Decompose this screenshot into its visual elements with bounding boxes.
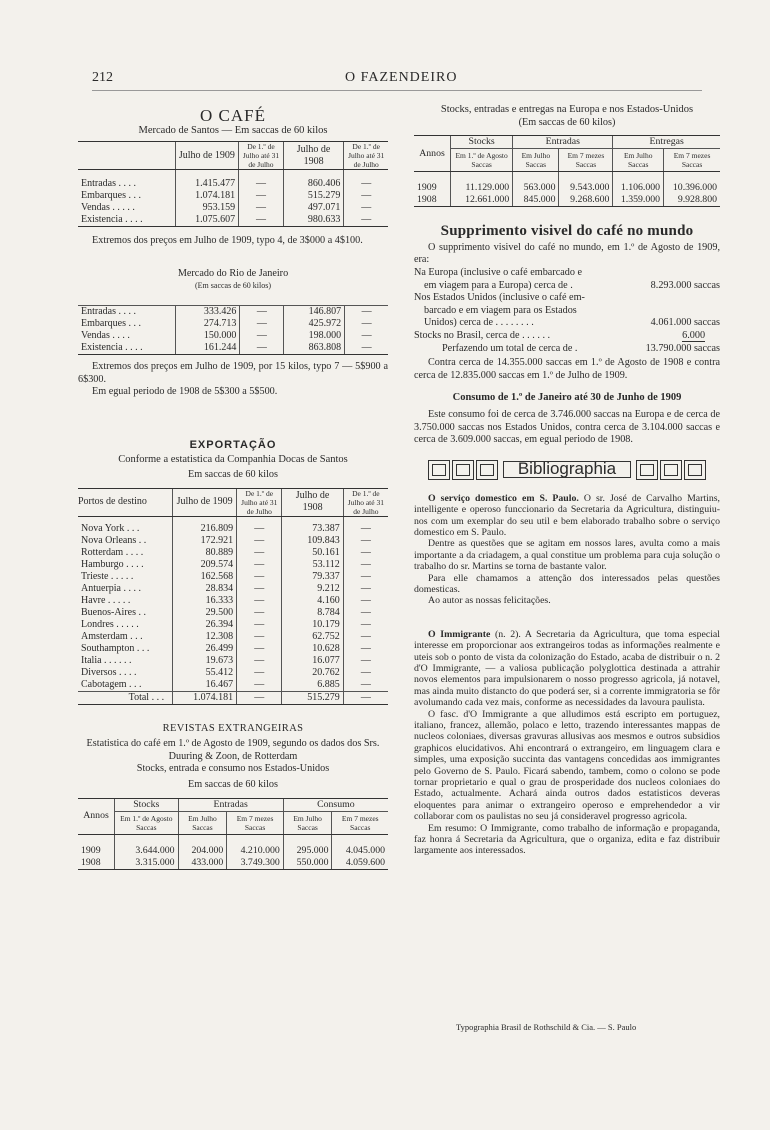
article-immigrante: O Immigrante (n. 2). A Secretaria da Agricultura, que toma especial interesse em proporcionar aos extrangeiros todas as informações realmente e uteis sob o ponto de vista da colonização do Estado, acaba de distribuir o n. 2 d'O Immigrante, — a valiosa publicação polyglottica destinada a attrahir novos elementos para impulsionarem o nosso progresso agricola, já notavel, mas ainda muito distancto do que poderá ser, si a corrente immigratoria se fôr avolumando cada vez mais, conforme as necessidades da lavoura paulista.	[414, 628, 721, 709]
supprimento-value: 8.293.000 saccas	[650, 279, 720, 291]
supprimento-value: 4.061.000 saccas	[650, 317, 720, 329]
supprimento-total: 13.790.000 saccas	[645, 342, 720, 354]
page-number: 212	[92, 70, 113, 85]
table-row: 1908 12.661.000 845.000 9.268.600 1.359.000 9.928.800	[414, 194, 720, 207]
revistas-p3: Em saccas de 60 kilos	[188, 778, 278, 790]
table-row: 1909 11.129.000 563.000 9.543.000 1.106.000 10.396.000	[414, 182, 720, 194]
left-column	[78, 104, 388, 870]
supprimento-table: Na Europa (inclusive o café embarcado e em viagem para a Europa) cerca de . 8.293.000 saccas Nos Estados Unidos (inclusive o café em- barcado e em viagem para os Estados Unidos) cerca de . . . . . . . . 4.061.000 saccas Stocks no Brasil, cerca de . . . . . . 6.000 Perfazendo um total de cerca de . 13.790.000 saccas	[414, 266, 720, 354]
ornament-icon	[476, 460, 498, 480]
stocks-europa-sub: (Em saccas de 60 kilos)	[518, 116, 616, 128]
rio-note-1: Extremos dos preços em Julho de 1909, por 15 kilos, typo 7 — 5$900 a 6$300.	[78, 360, 388, 385]
supprimento-tail: Contra cerca de 14.355.000 saccas em 1.º de Agosto de 1908 e contra cerca de 12.835.000 saccas em 1.º de Julho de 1909.	[414, 357, 720, 381]
supprimento-title: Supprimento visivel do café no mundo	[440, 223, 694, 240]
ornament-icon	[452, 460, 474, 480]
bibliographia-banner	[414, 457, 720, 483]
table-row: 1909 3.644.000 204.000 4.210.000 295.000 4.045.000	[78, 845, 388, 857]
table-row: Entradas . . . . 333.426 — 146.807 —	[78, 305, 388, 318]
santos-note: Extremos dos preços em Julho de 1909, typo 4, de 3$000 a 4$100.	[92, 235, 363, 247]
consumo-title: Consumo de 1.º de Janeiro até 30 de Junho de 1909	[452, 392, 682, 404]
table-row: Nova Orleans . . 172.921 — 109.843 —	[78, 535, 388, 547]
table-row: Buenos-Aires . . 29.500 — 8.784 —	[78, 607, 388, 619]
right-column: Stocks, entradas e entregas na Europa e nos Estados-Unidos (Em saccas de 60 kilos) Annos Stocks Entradas Entregas Em 1.º de Agosto Saccas Em Julho Saccas Em 7 mezes Saccas Em Julho Saccas Em 7 mezes Saccas 1909 11.129.000 563.000 9.543.000 1.106.000 10.396.000 1908 12.661.000 845.000 9.268.600 1.359.000 9.928.800 Supprimento visivel do café no mundo O supprimento visivel do café no mundo, em 1.º de Agosto de 1909, era: Na Europa (inclusive o café embarcado e em viagem para a Europa) cerca de . 8.293.000 saccas Nos Estados Unidos (inclusive o café em- barcado e em viagem para os Estados Unidos) cerca de . . . . . . . . 4.061.000 saccas Stocks no Brasil, cerca de . . . . . . 6.000 Perfazendo um total de cerca de . 13.790.000 saccas Contra cerca de 14.355.000 saccas em 1.º de Agosto de 1908 e contra cerca de 12.835.000 saccas em 1.º de Julho de 1909. Consumo de 1.º de Janeiro até 30 de Junho de 1909 Este consumo foi de cerca de 3.746.000 saccas na Europa e de cerca de 3.750.000 saccas nos Estados Unidos, contra cerca de 3.104.000 saccas e cerca de 3.609.000 saccas, em egual periodo de 1908. Bibliographia O serviço domestico em S. Paulo. O sr. José de Carvalho Martins, intelligente e operoso funccionario da Secretaria da Agricultura, distinguiu-nos com um exemplar do seu util e bem elaborado trabalho sobre o serviço domestico em S. Paulo. Dentre as questões que se agitam em nossos lares, avulta como a mais importante a da criadagem, a qual constitue um problema para cuja solução o trabalho do sr. Martins se torna de bastante valor. Para elle chamamos a attenção dos interessados pelas questões domesticas. Ao autor as nossas felicitações. O Immigrante (n. 2). A Secretaria da Agricultura, que toma especial interesse em proporcionar aos extrangeiros todas as informações realmente e uteis sob o ponto de vista da colonização do Estado, acaba de distribuir o n. 2 d'O Immigrante, — a valiosa publicação polyglottica destinada a attrahir novos elementos para impulsionarem o nosso progresso agricola, já notavel, mas ainda muito distancto do que poderá ser, si a corrente immigratoria se fôr avolumando cada vez mais, conforme as necessidades da lavoura paulista. O fasc. d'O Immigrante a que alludimos está escripto em portuguez, italiano, francez, allemão, polaco e letto, trazendo interessantes mappas de nucleos coloniaes, diversas gravuras allusivas aos mesmos e outros subsidios graphicos elucidativos. Ahi encontrará o extrangeiro, em linguagem clara e simples, uma exposição succinta das vantagens concedidas aos immigrantes pelo Governo de S. Paulo. Ficará sabendo, tambem, como o colono se pode tornar proprietario e qual o grau de prosperidade dos nucleos coloniaes do Estado, actualmente. Achará ainda outros dados estatisticos deveras eloquentes para animar o extrangeiro operoso e emprehendedor a vir collaborar com os paulistas no seu já consideravel progresso agricola. Em resumo: O Immigrante, como trabalho de informação e propaganda, faz honra á Secretaria da Agricultura, que o organiza, edita e faz distribuir largamente aos interessados.	[414, 104, 721, 857]
col-portos: Portos de destino	[78, 488, 173, 516]
table-row: Londres . . . . . 26.394 — 10.179 —	[78, 619, 388, 631]
revistas-p1: Estatistica do café em 1.º de Agosto de 1909, segundo os dados dos Srs. Duuring & Zoon, de Rotterdam	[86, 738, 380, 762]
supprimento-intro: O supprimento visivel do café no mundo, em 1.º de Agosto de 1909, era:	[414, 241, 720, 266]
exportacao-sub-2: Em saccas de 60 kilos	[188, 468, 278, 480]
table-row: Antuerpia . . . . 28.834 — 9.212 —	[78, 583, 388, 595]
ornament-icon	[428, 460, 450, 480]
table-row: Amsterdam . . . 12.308 — 62.752 —	[78, 631, 388, 643]
ornament-icon	[660, 460, 682, 480]
rio-title: Mercado do Rio de Janeiro	[177, 267, 289, 279]
bibliographia-title: Bibliographia	[503, 461, 631, 478]
table-row: Southampton . . . 26.499 — 10.628 —	[78, 643, 388, 655]
table-row: Havre . . . . . 16.333 — 4.160 —	[78, 595, 388, 607]
col-de-julho-1909: De 1.º de Julho até 31 de Julho	[239, 142, 284, 170]
supprimento-value: 6.000	[682, 329, 706, 341]
table-row: Trieste . . . . . 162.568 — 79.337 —	[78, 571, 388, 583]
ornament-icon	[636, 460, 658, 480]
stocks-europa-title: Stocks, entradas e entregas na Europa e nos Estados-Unidos	[440, 104, 694, 115]
consumo-text: Este consumo foi de cerca de 3.746.000 saccas na Europa e de cerca de 3.750.000 saccas nos Estados Unidos, contra cerca de 3.104.000 saccas e cerca de 3.609.000 saccas, em egual periodo de 1908.	[414, 408, 720, 446]
exportacao-sub-1: Conforme a estatistica da Companhia Docas de Santos	[118, 454, 348, 466]
table-row: Embarques . . . 274.713 — 425.972 —	[78, 318, 388, 330]
table-row: Italia . . . . . . 19.673 — 16.077 —	[78, 655, 388, 667]
table-row: Rotterdam . . . . 80.889 — 50.161 —	[78, 547, 388, 559]
revistas-title: REVISTAS EXTRANGEIRAS	[162, 722, 304, 734]
rio-note-2: Em egual periodo de 1908 de 5$300 a 5$500.	[92, 386, 278, 398]
revistas-table: Annos Stocks Entradas Consumo Em 1.º de Agosto Saccas Em Julho Saccas Em 7 mezes Saccas Em Julho Saccas Em 7 mezes Saccas 1909 3.644.000 204.000 4.210.000 295.000 4.045.000 1908 3.315.000 433.000 3.749.300 550.000 4.059.600	[78, 798, 388, 870]
ornament-icon	[684, 460, 706, 480]
exportacao-table: Portos de destino Julho de 1909 De 1.º de Julho até 31 de Julho Julho de 1908 De 1.º de Julho até 31 de Julho Nova York . . . 216.809 — 73.387 — Nova Orleans . . 172.921 — 109.843 — Rotterdam . . . . 80.889 — 50.161 — Hamburgo . . . . 209.574 — 53.112 — Trieste . . . . . 162.568 — 79.337 — Antuerpia . . . . 28.834 — 9.212 — Havre . . . . . 16.333 — 4.160 — Buenos-Aires . . 29.500 — 8.784 — Londres . . . . . 26.394 — 10.179 — Amsterdam . . . 12.308 — 62.752 — Southampton . . . 26.499 — 10.628 — Italia . . . . . . 19.673 — 16.077 — Diversos . . . . 55.412 — 20.762 — Cabotagem . . . 16.467 — 6.885 — Total . . . 1.074.181 — 515.279 —	[78, 488, 388, 705]
exportacao-title: EXPORTAÇÃO	[189, 438, 277, 451]
col-julho-1909: Julho de 1909	[175, 142, 239, 170]
table-row: Entradas . . . . 1.415.477 — 860.406 —	[78, 178, 388, 190]
journal-title: O FAZENDEIRO	[345, 70, 458, 85]
table-row: Cabotagem . . . 16.467 — 6.885 —	[78, 679, 388, 692]
table-row: Vendas . . . . 150.000 — 198.000 —	[78, 330, 388, 342]
santos-subtitle: Mercado de Santos — Em saccas de 60 kilos	[138, 124, 328, 136]
rio-subtitle: (Em saccas de 60 kilos)	[195, 281, 271, 291]
revistas-p2: Stocks, entrada e consumo nos Estados-Unidos	[136, 763, 330, 775]
table-row: 1908 3.315.000 433.000 3.749.300 550.000 4.059.600	[78, 857, 388, 870]
table-row: Existencia . . . . 1.075.607 — 980.633 —	[78, 214, 388, 227]
table-row: Nova York . . . 216.809 — 73.387 —	[78, 523, 388, 535]
printer-footer: Typographia Brasil de Rothschild & Cia. — S. Paulo	[456, 1022, 637, 1032]
total-row: Total . . . 1.074.181 — 515.279 —	[78, 691, 388, 704]
cafe-title: O CAFÉ	[200, 106, 266, 125]
rio-table	[78, 305, 388, 355]
header-rule	[92, 90, 702, 91]
table-row: Existencia . . . . 161.244 — 863.808 —	[78, 342, 388, 355]
table-row: Embarques . . . 1.074.181 — 515.279 —	[78, 190, 388, 202]
stocks-europa-table: Annos Stocks Entradas Entregas Em 1.º de Agosto Saccas Em Julho Saccas Em 7 mezes Saccas Em Julho Saccas Em 7 mezes Saccas 1909 11.129.000 563.000 9.543.000 1.106.000 10.396.000 1908 12.661.000 845.000 9.268.600 1.359.000 9.928.800	[414, 135, 720, 207]
table-row: Diversos . . . . 55.412 — 20.762 —	[78, 667, 388, 679]
article-servico-domestico: O serviço domestico em S. Paulo. O sr. José de Carvalho Martins, intelligente e operoso funccionario da Secretaria da Agricultura, distinguiu-nos com um exemplar do seu util e bem elaborado trabalho sobre o serviço domestico em S. Paulo.	[414, 492, 720, 538]
table-row: Hamburgo . . . . 209.574 — 53.112 —	[78, 559, 388, 571]
santos-table	[78, 141, 388, 227]
col-de-julho-1908: De 1.º de Julho até 31 de Julho	[344, 142, 388, 170]
col-julho-1908: Julho de 1908	[283, 142, 344, 170]
table-row: Vendas . . . . . 953.159 — 497.071 —	[78, 202, 388, 214]
